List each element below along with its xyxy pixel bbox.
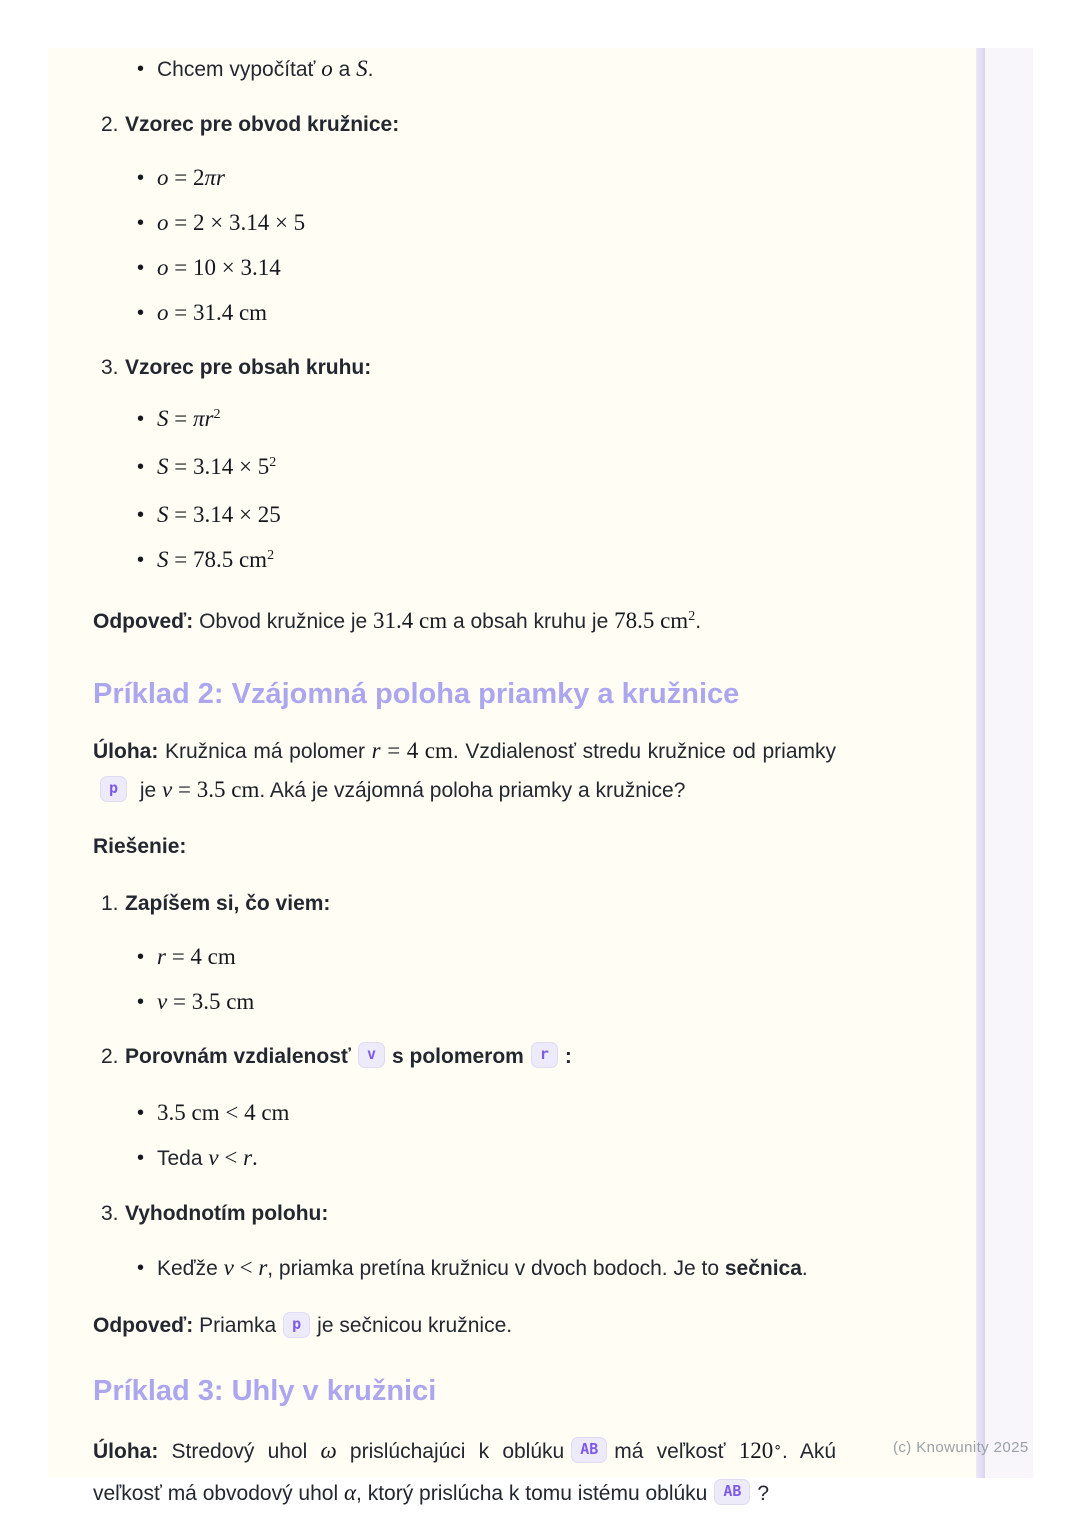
item-title: Porovnám vzdialenosť [125, 1045, 351, 1068]
math-var: v [208, 1145, 219, 1171]
formula-list-obsah [93, 404, 836, 579]
math-pi: π [204, 165, 217, 190]
item-number: 2. [101, 113, 119, 136]
math-var: o [157, 210, 169, 235]
math-var: S [157, 547, 169, 572]
math-text: = 78.5 cm [168, 547, 268, 572]
task-label: Úloha: [93, 740, 159, 763]
math-text: 3.5 cm < 4 cm [157, 1100, 290, 1126]
task2-line2 [93, 771, 836, 810]
bullet-icon: • [137, 456, 145, 478]
math-var: α [343, 1479, 357, 1505]
formula-item [93, 987, 836, 1018]
numbered-step-3 [93, 1200, 836, 1228]
next-page-edge [976, 48, 985, 1478]
answer-label: Odpoveď: [93, 610, 194, 633]
math-superscript: 2 [213, 407, 221, 422]
math-var: o [321, 56, 333, 81]
emphasized-term: sečnica [724, 1257, 802, 1281]
task-label: Úloha: [93, 1439, 159, 1463]
example2-heading: Príklad 2: Vzájomná poloha priamky a kružnice [93, 678, 740, 710]
bullet-icon: • [137, 504, 145, 526]
math-var: r [258, 1255, 268, 1281]
math-text: = 3.5 cm [167, 989, 255, 1014]
bullet-icon: • [137, 302, 145, 324]
bullet-icon: • [137, 167, 145, 189]
math-var: ω [320, 1437, 337, 1463]
conclusion-list [93, 1253, 836, 1284]
math-text: = 4 cm [380, 738, 453, 763]
formula-item [93, 163, 836, 194]
bullet-icon: • [137, 257, 145, 279]
math-text: 31.4 cm [373, 608, 448, 633]
item-title: Vzorec pre obvod kružnice: [125, 113, 400, 136]
bullet-icon: • [137, 58, 145, 80]
bullet-icon: • [137, 1102, 145, 1125]
formula-item [93, 208, 836, 239]
answer-label: Odpoveď: [93, 1314, 194, 1338]
math-text: = 3.14 × 5 [168, 454, 270, 479]
formula-item [93, 404, 836, 438]
item-number: 3. [101, 1202, 119, 1226]
bullet-icon: • [137, 1147, 145, 1170]
next-page-panel [985, 48, 1033, 1478]
formula-item [93, 1098, 836, 1129]
math-var: r [216, 165, 225, 190]
inline-code-badge-v: v [358, 1042, 385, 1068]
inline-code-badge-ab: AB [714, 1479, 750, 1505]
example3-heading: Príklad 3: Uhly v kružnici [93, 1374, 437, 1407]
math-text: 120 [738, 1437, 774, 1463]
item-title: s polomerom [392, 1045, 524, 1068]
formula-item [93, 452, 836, 486]
task3-paragraph [93, 1432, 836, 1513]
list-item [93, 54, 836, 85]
answer-text: . [695, 610, 702, 633]
item-number: 3. [101, 356, 119, 379]
math-text: = 2 × 3.14 × 5 [168, 210, 306, 235]
math-var: S [157, 406, 169, 431]
answer-paragraph [93, 606, 836, 640]
math-text: = 10 × 3.14 [168, 255, 281, 280]
list-item-text: a [332, 58, 357, 81]
list-item-text: Keďže [157, 1257, 224, 1281]
math-var: S [157, 502, 169, 527]
list-item-text: . [367, 58, 374, 81]
degree-symbol: ∘ [773, 1439, 782, 1455]
math-superscript: 2 [688, 609, 696, 624]
math-var: v [157, 989, 168, 1014]
math-var: S [157, 454, 169, 479]
bullet-icon: • [137, 549, 145, 571]
formula-item [93, 253, 836, 284]
task-text: veľkosť má obvodový uhol [93, 1481, 344, 1505]
numbered-step-1 [93, 890, 836, 918]
watermark: (c) Knowunity 2025 [893, 1439, 1029, 1456]
task-text: Stredový uhol [158, 1439, 321, 1463]
math-text: = 2 [168, 165, 205, 190]
math-var: S [356, 56, 368, 81]
item-title: Zapíšem si, čo viem: [125, 892, 331, 915]
bullet-icon: • [137, 946, 145, 968]
math-text: 78.5 cm [614, 608, 689, 633]
inline-code-badge-ab: AB [571, 1437, 607, 1463]
math-operator: < [233, 1255, 259, 1281]
task-text: . Akú [781, 1439, 837, 1463]
task-text: Kružnica má polomer [158, 740, 372, 763]
math-var: r [371, 738, 381, 763]
math-text: = 31.4 cm [168, 300, 268, 325]
bullet-icon: • [137, 212, 145, 234]
task3-line1 [93, 1432, 836, 1474]
math-text: = [168, 406, 193, 431]
math-operator: < [218, 1145, 244, 1171]
item-number: 1. [101, 892, 119, 915]
math-var: r [243, 1145, 253, 1171]
math-text: = 4 cm [165, 944, 236, 969]
formula-item [93, 500, 836, 531]
math-pi: π [192, 406, 205, 431]
answer-paragraph [93, 1311, 836, 1341]
math-var: o [157, 165, 169, 190]
math-var: r [157, 944, 166, 969]
task-text: prislúchajúci k oblúku [336, 1439, 565, 1463]
inline-code-badge-p: p [283, 1312, 310, 1338]
task-text: je [134, 779, 163, 802]
list-item-text: , priamka pretína kružnicu v dvoch bodoch. Je to [267, 1257, 725, 1281]
list-item [93, 1143, 836, 1174]
known-values-list [93, 942, 836, 1018]
math-var: o [157, 255, 169, 280]
solution-label: Riešenie: [93, 835, 187, 858]
bullet-icon: • [137, 408, 145, 430]
bullet-icon: • [137, 1257, 145, 1280]
task-text: má veľkosť [614, 1439, 739, 1463]
inline-code-badge-p: p [100, 776, 127, 802]
task-text: , ktorý prislúcha k tomu istému oblúku [356, 1481, 708, 1505]
math-text: = 3.5 cm [172, 777, 260, 802]
list-item [93, 1253, 836, 1284]
task2-line1 [93, 732, 836, 771]
comparison-list [93, 1098, 836, 1174]
math-var: v [162, 777, 173, 802]
numbered-item-obsah [93, 354, 836, 382]
numbered-step-2 [93, 1042, 836, 1072]
list-item-text: Teda [157, 1147, 209, 1171]
formula-item [93, 545, 836, 579]
formula-item [93, 942, 836, 973]
bullet-icon: • [137, 991, 145, 1013]
inline-code-badge-r: r [531, 1042, 558, 1068]
item-title: : [564, 1045, 572, 1068]
math-var: o [157, 300, 169, 325]
task-text: . Vzdialenosť stredu kružnice od priamky [452, 740, 836, 763]
math-superscript: 2 [269, 455, 277, 470]
answer-text: Priamka [193, 1314, 277, 1338]
math-text: = 3.14 × 25 [168, 502, 281, 527]
document-page [48, 48, 977, 1505]
answer-text: Obvod kružnice je [193, 610, 374, 633]
list-item-text: . [801, 1257, 808, 1281]
task3-line2 [93, 1474, 836, 1513]
item-number: 2. [101, 1045, 119, 1068]
math-superscript: 2 [267, 548, 275, 563]
list-item-text: Chcem vypočítať [157, 58, 322, 81]
numbered-item-obvod [93, 111, 836, 139]
math-var: v [223, 1255, 234, 1281]
answer-text: je sečnicou kružnice. [317, 1314, 513, 1338]
math-text: . [252, 1145, 258, 1171]
task2-paragraph [93, 732, 836, 810]
task-text: ? [757, 1481, 770, 1505]
item-title: Vzorec pre obsah kruhu: [125, 356, 372, 379]
answer-text: a obsah kruhu je [447, 610, 615, 633]
formula-item [93, 298, 836, 329]
math-var: r [204, 406, 214, 431]
formula-list-obvod [93, 163, 836, 329]
task-text: . Aká je vzájomná poloha priamky a kružnice? [259, 779, 686, 802]
item-title: Vyhodnotím polohu: [125, 1202, 329, 1226]
